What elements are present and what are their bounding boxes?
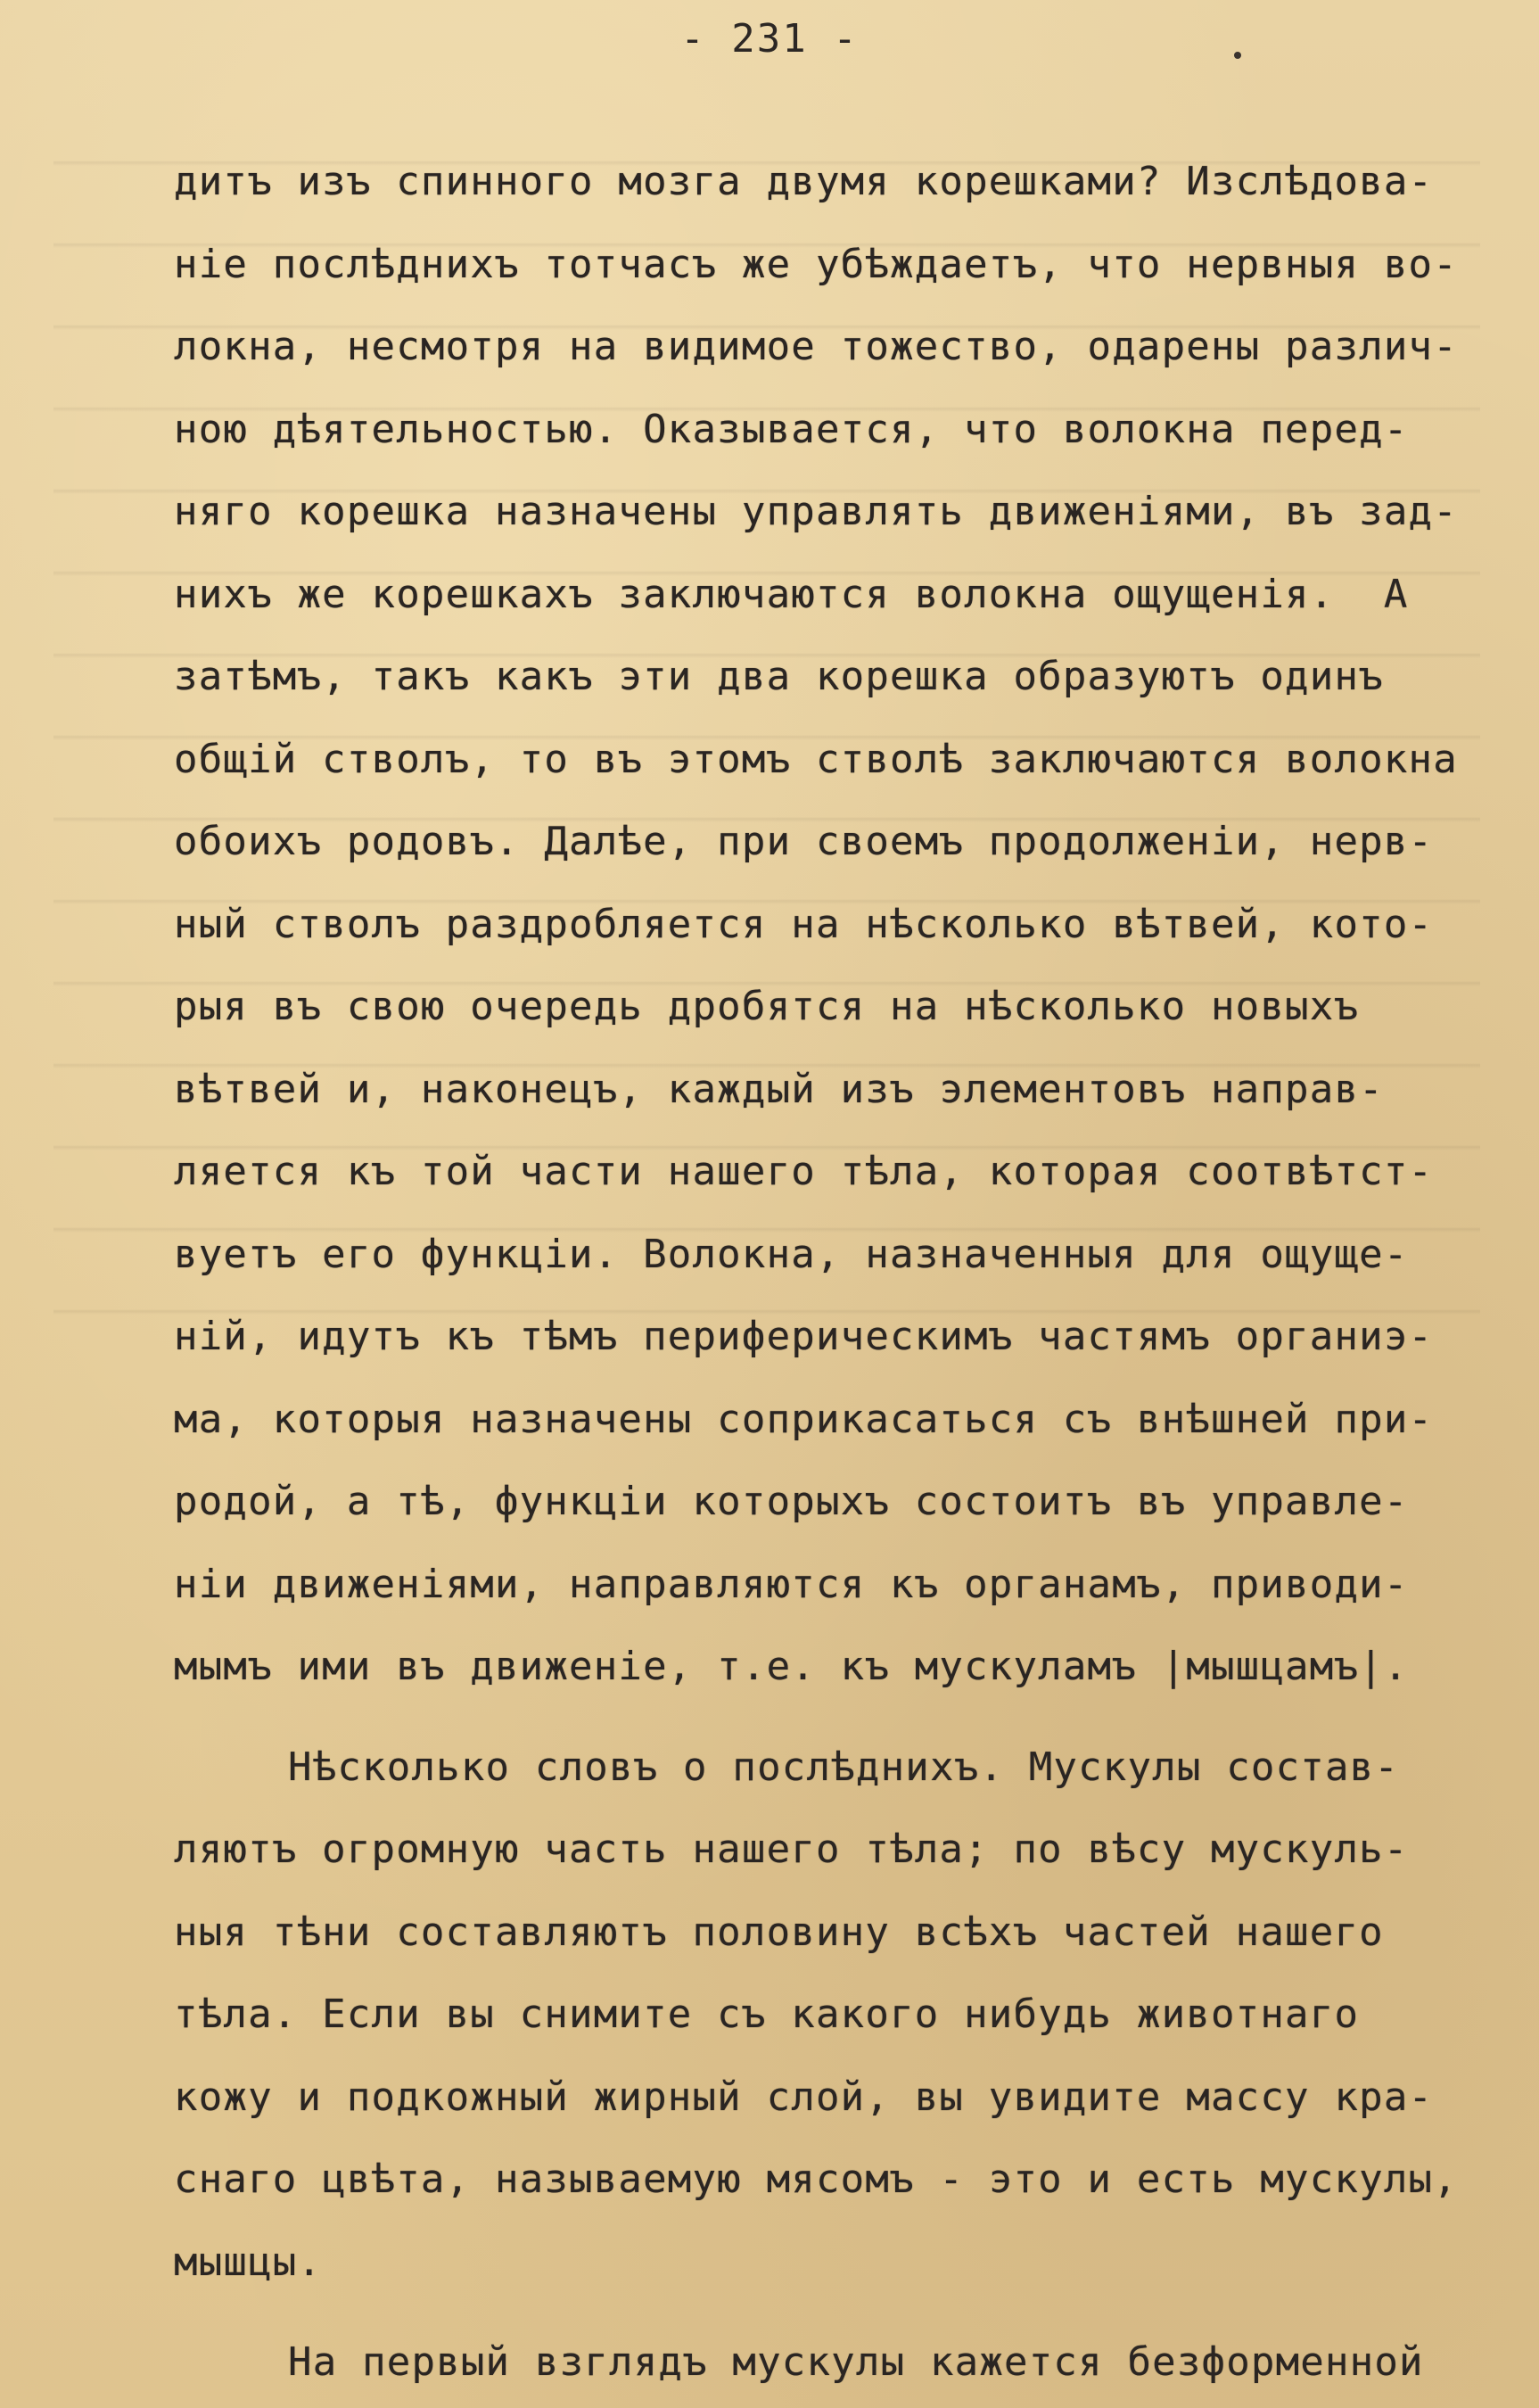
text-line: ляютъ огромную часть нашего тѣла; по вѣсу мускуль- [174,1827,1409,1872]
paragraph [174,1727,1458,2305]
text-line: Нѣсколько словъ о послѣднихъ. Мускулы состав- [288,1744,1400,1790]
text-line: нiй, идутъ къ тѣмъ периферическимъ частямъ органиэ- [174,1314,1434,1359]
text-line: рыя въ свою очередь дробятся на нѣсколько новыхъ [174,984,1360,1029]
paragraph-gap [174,1709,1449,1727]
text-line: нихъ же корешкахъ заключаются волокна ощущенiя. А [174,571,1409,617]
ink-speck [1234,52,1241,59]
text-line: общiй стволъ, то въ этомъ стволѣ заключаются волокна [174,736,1458,782]
text-line: локна, несмотря на видимое тожество, одарены различ- [174,324,1458,369]
text-line: ныя тѣни составляютъ половину всѣхъ частей нашего [174,1909,1384,1955]
text-line: вуетъ его функцiи. Волокна, назначенныя для ощуще- [174,1231,1409,1277]
page-number: - 231 - [680,16,859,62]
paragraph [174,2321,1449,2404]
text-line: мымъ ими въ движенiе, т.е. къ мускуламъ |мышцамъ|. [174,1644,1409,1689]
text-line: родой, а тѣ, функцiи которыхъ состоитъ въ управле- [174,1479,1409,1524]
text-line: мышцы. [174,2239,323,2285]
text-line: дитъ изъ спинного мозга двумя корешками? Изслѣдова- [174,159,1434,204]
text-line: тѣла. Если вы снимите съ какого нибудь животнаго [174,1992,1360,2037]
text-line: обоихъ родовъ. Далѣе, при своемъ продолженiи, нерв- [174,819,1434,864]
text-line: ный стволъ раздробляется на нѣсколько вѣтвей, кото- [174,901,1434,947]
body-text [174,141,1458,2404]
paragraph-gap [174,2304,1449,2321]
text-line: ляется къ той части нашего тѣла, которая соотвѣтст- [174,1149,1434,1194]
text-line: ма, которыя назначены соприкасаться съ внѣшней при- [174,1396,1434,1442]
text-line: ною дѣятельностью. Оказывается, что волокна перед- [174,406,1409,452]
text-line: нiе послѣднихъ тотчасъ же убѣждаетъ, что нервныя во- [174,241,1458,287]
text-line: снаго цвѣта, называемую мясомъ - это и есть мускулы, [174,2156,1458,2202]
text-line: затѣмъ, такъ какъ эти два корешка образуютъ одинъ [174,654,1384,699]
text-line: нiи движенiями, направляются къ органамъ, приводи- [174,1561,1409,1607]
paragraph [174,141,1458,1709]
text-line: няго корешка назначены управлять движенiями, въ зад- [174,489,1458,534]
text-line: На первый взглядъ мускулы кажется безформенной [288,2339,1424,2385]
text-line: кожу и подкожный жирный слой, вы увидите массу кра- [174,2074,1434,2120]
text-line: вѣтвей и, наконецъ, каждый изъ элементовъ направ- [174,1066,1384,1112]
